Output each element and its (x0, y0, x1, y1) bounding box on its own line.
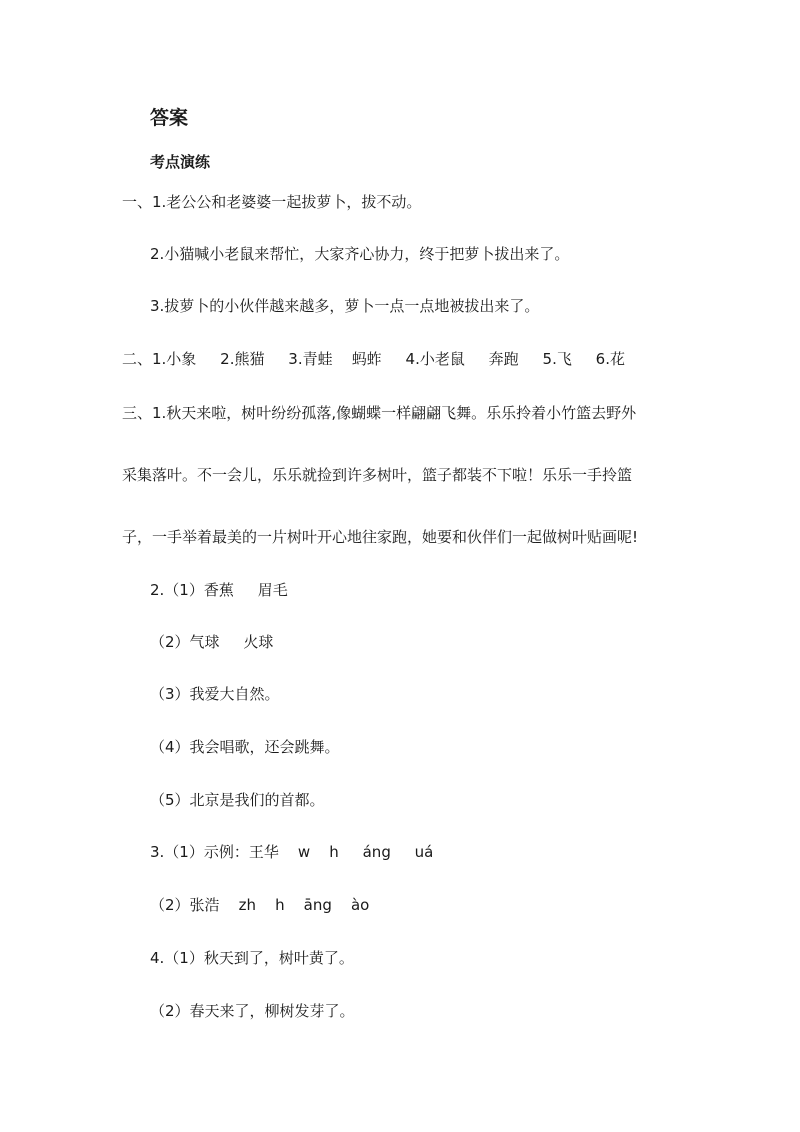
answer-line-3: 3.拔萝卜的小伙伴越来越多，萝卜一点一点地被拔出来了。 (150, 297, 540, 315)
answer-line-6: 采集落叶。不一会儿，乐乐就捡到许多树叶，篮子都装不下啦！乐乐一手拎篮 (122, 466, 633, 484)
section-heading: 考点演练 (150, 153, 211, 171)
answer-line-12: （5）北京是我们的首都。 (150, 791, 325, 809)
answer-line-5: 三、1.秋天来啦，树叶纷纷孤落,像蝴蝶一样翩翩飞舞。乐乐拎着小竹篮去野外 (122, 404, 637, 422)
answer-line-9: （2）气球 火球 (150, 633, 274, 651)
answer-line-7: 子，一手举着最美的一片树叶开心地往家跑，她要和伙伴们一起做树叶贴画呢! (122, 528, 639, 546)
answer-line-2: 2.小猫喊小老鼠来帮忙，大家齐心协力，终于把萝卜拔出来了。 (150, 245, 570, 263)
answer-line-10: （3）我爱大自然。 (150, 685, 280, 703)
answer-line-4: 二、1.小象 2.熊猫 3.青蛙 蚂蚱 4.小老鼠 奔跑 5.飞 6.花 (122, 350, 625, 368)
answer-line-8: 2.（1）香蕉 眉毛 (150, 581, 288, 599)
answer-line-14: （2）张浩 zh h āng ào (150, 896, 370, 914)
answer-line-13: 3.（1）示例：王华 w h áng uá (150, 843, 434, 861)
answer-line-16: （2）春天来了，柳树发芽了。 (150, 1002, 355, 1020)
answer-line-15: 4.（1）秋天到了，树叶黄了。 (150, 949, 354, 967)
answer-line-1: 一、1.老公公和老婆婆一起拔萝卜，拔不动。 (122, 193, 422, 211)
page-title: 答案 (150, 107, 189, 129)
answer-line-11: （4）我会唱歌，还会跳舞。 (150, 738, 340, 756)
